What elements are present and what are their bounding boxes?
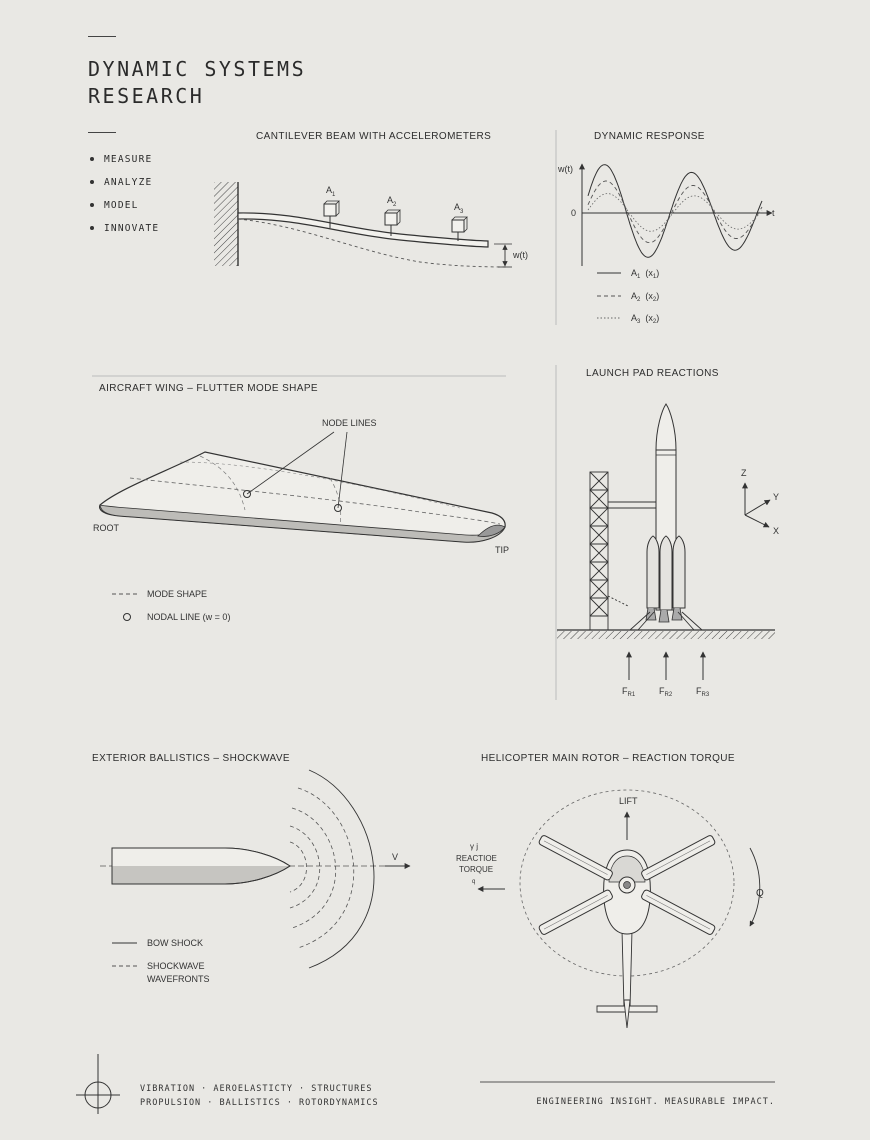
- velocity-label: V: [392, 852, 399, 862]
- shockwave-front: [298, 788, 354, 948]
- focus-item-label: INNOVATE: [104, 223, 160, 234]
- force-label: $F_{R3}$: [696, 686, 710, 698]
- rocket-booster: [673, 536, 685, 608]
- shockwave-front: [292, 808, 336, 928]
- launch-title: LAUNCH PAD REACTIONS: [586, 368, 719, 379]
- focus-item-label: ANALYZE: [104, 177, 153, 188]
- shockwave-front: [290, 826, 320, 908]
- footer-tagline: ENGINEERING INSIGHT. MEASURABLE IMPACT.: [536, 1097, 775, 1107]
- y-axis-arrow: [745, 500, 770, 515]
- launch-pad-diagram: [557, 404, 779, 698]
- tail-boom: [622, 930, 632, 1008]
- rotor-blade: [641, 889, 716, 935]
- beam: [238, 213, 488, 247]
- shockwave-front: [290, 842, 307, 892]
- focus-item-label: MODEL: [104, 200, 139, 211]
- legend-entry: $A_2$ $(x_2)$: [631, 291, 660, 303]
- title-line-1: DYNAMIC SYSTEMS: [88, 57, 307, 81]
- tail-fin: [624, 1000, 630, 1028]
- legend-circle-icon: [124, 614, 131, 621]
- footer-topics-line-1: VIBRATION · AEROELASTICTY · STRUCTURES: [140, 1084, 373, 1094]
- z-axis-label: Z: [741, 468, 747, 478]
- deflection-label: w(t): [513, 250, 528, 260]
- beam-title: CANTILEVER BEAM WITH ACCELEROMETERS: [256, 131, 492, 142]
- series-line-a1: [588, 165, 762, 258]
- tip-label: TIP: [495, 545, 510, 555]
- y-axis-label: w(t): [558, 164, 573, 174]
- sensor-label: $A_2$: [387, 195, 397, 208]
- sensor-label: $A_3$: [454, 202, 464, 215]
- footer-topics: [140, 1082, 379, 1110]
- rotation-arrow: [750, 848, 760, 926]
- root-label: ROOT: [93, 523, 119, 533]
- title-line-2: RESEARCH: [88, 84, 205, 108]
- rotor-blade: [538, 835, 613, 881]
- launch-tower: [590, 472, 656, 630]
- rotor-title: HELICOPTER MAIN ROTOR – REACTION TORQUE: [481, 753, 735, 764]
- x-axis-label: X: [773, 526, 780, 536]
- x-axis-label: t: [772, 208, 775, 218]
- y-axis-label: Y: [773, 492, 780, 502]
- x-axis-arrow: [745, 515, 769, 527]
- legend-entry: $A_3$ $(x_2)$: [631, 313, 660, 325]
- crosshair-icon: [76, 1054, 120, 1114]
- rotor-blade: [538, 889, 613, 935]
- force-label: $F_{R1}$: [622, 686, 636, 698]
- rotor-diagram: [456, 790, 764, 1028]
- legend-entry: $A_1$ $(x_1)$: [631, 268, 660, 280]
- q-label: Q: [756, 888, 764, 899]
- legend-nodal-line: NODAL LINE (w = 0): [147, 612, 231, 622]
- sensor-label: $A_1$: [326, 185, 336, 198]
- response-title: DYNAMIC RESPONSE: [594, 131, 705, 142]
- node-lines-label: NODE LINES: [322, 418, 377, 428]
- wall-support: [214, 182, 238, 266]
- torque-label: γ j REACTIOE TORQUE q: [456, 842, 497, 885]
- wing-title: AIRCRAFT WING – FLUTTER MODE SHAPE: [99, 383, 318, 394]
- force-label: $F_{R2}$: [659, 686, 673, 698]
- ballistics-title: EXTERIOR BALLISTICS – SHOCKWAVE: [92, 753, 291, 764]
- wing-diagram: [93, 418, 509, 622]
- ground-hatch: [557, 631, 775, 639]
- accelerometer-icon: [452, 217, 467, 241]
- response-plot: [557, 164, 775, 325]
- rocket-nose-cone: [656, 404, 676, 450]
- ballistics-diagram: [100, 770, 410, 984]
- rocket-booster: [660, 536, 672, 610]
- series-line-a2: [588, 181, 762, 243]
- legend-wavefronts: SHOCKWAVE WAVEFRONTS: [147, 961, 210, 984]
- zero-label: 0: [571, 208, 577, 218]
- cantilever-beam-diagram: [214, 182, 528, 267]
- rotor-blade: [641, 835, 716, 881]
- footer-topics-line-2: PROPULSION · BALLISTICS · ROTORDYNAMICS: [140, 1098, 379, 1108]
- legend-mode-shape: MODE SHAPE: [147, 589, 208, 599]
- focus-item-label: MEASURE: [104, 154, 153, 165]
- rocket-booster: [647, 536, 659, 608]
- legend-bow-shock: BOW SHOCK: [147, 938, 204, 948]
- lift-label: LIFT: [619, 796, 638, 806]
